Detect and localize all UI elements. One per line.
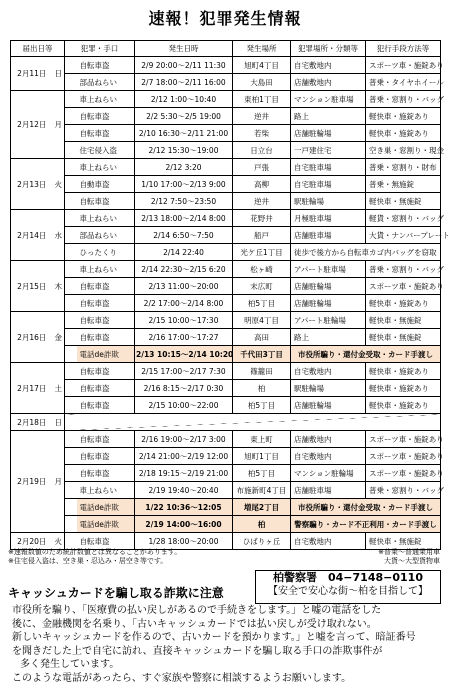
spacer-cell (65, 125, 77, 142)
table-row (11, 295, 441, 312)
crime-type: 車上ねらい (77, 482, 135, 499)
method-detail: 空き巣・窓割り・現金 (366, 142, 441, 159)
occurrence-place: 布施新町4丁目 (233, 482, 291, 499)
location-category: アパート駐輪場 (291, 312, 366, 329)
occurrence-place: 戸張 (233, 159, 291, 176)
table-row (11, 227, 441, 244)
occurrence-datetime: 2/12 1:00〜10:40 (135, 91, 233, 108)
header-method: 犯行手段方法等 (366, 41, 441, 57)
header-category: 犯罪場所・分類等 (291, 41, 366, 57)
spacer-cell (65, 176, 77, 193)
occurrence-place: 旭町1丁目 (233, 448, 291, 465)
crime-type: 電話de詐欺 (77, 516, 135, 533)
occurrence-datetime: 1/28 18:00〜20:00 (135, 533, 233, 550)
table-row (11, 244, 441, 261)
occurrence-place: 柏5丁目 (233, 295, 291, 312)
crime-type: 自転車盗 (77, 363, 135, 380)
crime-type: 自転車盗 (77, 533, 135, 550)
table-row (11, 312, 441, 329)
method-detail: スポーツ車・施錠あり (366, 278, 441, 295)
spacer-cell (65, 448, 77, 465)
occurrence-datetime: 2/14 21:00〜2/19 12:00 (135, 448, 233, 465)
table-row (11, 125, 441, 142)
occurrence-datetime: 2/7 18:00〜2/11 16:00 (135, 74, 233, 91)
location-category: 店舗敷地内 (291, 74, 366, 91)
body-line: 新しいキャッシュカードを作るので、古いカードを預かります。」と嘘を言って、暗証番号 (12, 632, 416, 643)
method-detail: スポーツ車・施錠あり (366, 431, 441, 448)
occurrence-datetime: 2/13 18:00〜2/14 8:00 (135, 210, 233, 227)
occurrence-place: 若柴 (233, 125, 291, 142)
method-detail: 普乗・窓割り・バッグ (366, 482, 441, 499)
occurrence-place: 柏5丁目 (233, 465, 291, 482)
spacer-cell (65, 363, 77, 380)
occurrence-datetime: 2/15 10:00〜22:00 (135, 397, 233, 414)
method-detail: 大貨・ナンバープレート (366, 227, 441, 244)
crime-type: 電話de詐欺 (77, 346, 135, 363)
occurrence-place: 柏5丁目 (233, 397, 291, 414)
method-detail: スポーツ車・施錠あり (366, 57, 441, 74)
spacer-cell (65, 312, 77, 329)
occurrence-place: 柏 (233, 380, 291, 397)
occurrence-place: 篠籠田 (233, 363, 291, 380)
location-category: 自宅敷地内 (291, 363, 366, 380)
occurrence-datetime: 2/19 14:00〜16:00 (135, 516, 233, 533)
spacer-cell (65, 193, 77, 210)
spacer-cell (65, 108, 77, 125)
fraud-method: 市役所騙り・還付金受取・カード手渡し (291, 346, 441, 363)
crime-type: 部品ねらい (77, 227, 135, 244)
method-detail: 徒歩で後方から自転車カゴ内バッグを窃取 (291, 244, 441, 261)
footnote: ※住宅侵入盗は、空き巣・忍込み・居空き等です。 (8, 557, 168, 565)
table-row (11, 499, 441, 516)
occurrence-place: 逆井 (233, 108, 291, 125)
occurrence-datetime: 2/2 5:30〜2/5 19:00 (135, 108, 233, 125)
occurrence-datetime: 2/19 19:40〜20:40 (135, 482, 233, 499)
occurrence-place: 高田 (233, 329, 291, 346)
location-category: 自宅敷地内 (291, 448, 366, 465)
spacer-cell (65, 329, 77, 346)
crime-type: 住宅侵入盗 (77, 142, 135, 159)
occurrence-datetime: 2/16 17:00〜17:27 (135, 329, 233, 346)
crime-type: 自転車盗 (77, 380, 135, 397)
spacer-cell (65, 210, 77, 227)
spacer-cell (65, 397, 77, 414)
occurrence-place: 柏 (233, 516, 291, 533)
crime-type: 自転車盗 (77, 278, 135, 295)
empty-row (65, 414, 441, 431)
location-category: 自宅駐車場 (291, 176, 366, 193)
spacer-cell (65, 482, 77, 499)
location-category: 自宅駐車場 (291, 159, 366, 176)
occurrence-place: 日立台 (233, 142, 291, 159)
crime-type: ひったくり (77, 244, 135, 261)
occurrence-place: 旭町4丁目 (233, 57, 291, 74)
spacer-cell (65, 227, 77, 244)
fraud-method: 警察騙り・カード不正利用・カード手渡し (291, 516, 441, 533)
crime-table (10, 40, 450, 550)
crime-type: 自転車盗 (77, 295, 135, 312)
table-row (11, 91, 441, 108)
occurrence-datetime: 2/12 7:50〜23:50 (135, 193, 233, 210)
table-row (11, 159, 441, 176)
table-row (11, 176, 441, 193)
method-detail: 普乗・無施錠 (366, 176, 441, 193)
table-row (11, 261, 441, 278)
crime-type: 車上ねらい (77, 210, 135, 227)
occurrence-datetime: 2/16 19:00〜2/17 3:00 (135, 431, 233, 448)
method-detail: 普乗・窓割り・バッグ (366, 261, 441, 278)
occurrence-place: 明原4丁目 (233, 312, 291, 329)
method-detail: 軽快車・施錠あり (366, 363, 441, 380)
spacer-cell (65, 278, 77, 295)
method-detail: スポーツ車・施錠あり (366, 465, 441, 482)
crime-type: 自転車盗 (77, 57, 135, 74)
occurrence-datetime: 2/14 22:30〜2/15 6:20 (135, 261, 233, 278)
occurrence-datetime: 2/13 10:15〜2/14 10:20 (135, 346, 233, 363)
abbrev-note: ※普乗〜普通乗用車 (378, 548, 440, 556)
footnotes (8, 548, 181, 566)
table-row (11, 414, 441, 431)
report-weekday: 木 (53, 261, 65, 312)
table-row (11, 329, 441, 346)
method-detail: 軽快車・施錠あり (366, 295, 441, 312)
crime-type: 自転車盗 (77, 465, 135, 482)
occurrence-datetime: 2/9 20:00〜2/11 11:30 (135, 57, 233, 74)
occurrence-place: 東上町 (233, 431, 291, 448)
method-detail: 軽快車・施錠あり (366, 380, 441, 397)
occurrence-datetime: 2/15 10:00〜17:30 (135, 312, 233, 329)
crime-type: 自転車盗 (77, 125, 135, 142)
crime-type: 自転車盗 (77, 397, 135, 414)
occurrence-place: 光ケ丘1丁目 (233, 244, 291, 261)
abbrev-note: 大貨〜大型貨物車 (384, 557, 440, 565)
occurrence-datetime: 2/12 3:20 (135, 159, 233, 176)
footnote: ※速報数値のため統計数値とは異なることがあります。 (8, 548, 182, 556)
warning-heading: キャッシュカードを騙し取る詐欺に注意 (8, 586, 224, 600)
location-category: 店舗駐輪場 (291, 295, 366, 312)
table-row (11, 363, 441, 380)
table-row (11, 516, 441, 533)
spacer-cell (65, 261, 77, 278)
table-row (11, 278, 441, 295)
body-line: このような電話があったら、すぐ家族や警察に相談するようお願いします。 (12, 672, 352, 684)
spacer-cell (65, 380, 77, 397)
location-category: 店舗駐輪場 (291, 397, 366, 414)
location-category: 店舗駐輪場 (291, 125, 366, 142)
location-category: 自宅敷地内 (291, 57, 366, 74)
location-category: 駅駐輪場 (291, 193, 366, 210)
method-detail: 軽快車・無施錠 (366, 312, 441, 329)
occurrence-place: 東柏1丁目 (233, 91, 291, 108)
method-detail: 軽貨・窓割り・バッグ (366, 210, 441, 227)
crime-type: 自転車盗 (77, 193, 135, 210)
spacer-cell (65, 516, 77, 533)
spacer-cell (65, 533, 77, 550)
occurrence-place: 大島田 (233, 74, 291, 91)
report-date: 2月16日 (11, 312, 53, 363)
method-detail: スポーツ車・施錠あり (366, 448, 441, 465)
spacer-cell (65, 465, 77, 482)
report-date: 2月17日 (11, 363, 53, 414)
police-contact-box (255, 570, 441, 604)
spacer-cell (65, 142, 77, 159)
table-row (11, 346, 441, 363)
abbrev-notes (378, 548, 440, 566)
crime-type: 車上ねらい (77, 91, 135, 108)
location-category: 自宅敷地内 (291, 533, 366, 550)
location-category: 店舗敷地内 (291, 431, 366, 448)
method-detail: 普乗・窓割り・財布 (366, 159, 441, 176)
report-date: 2月20日 (11, 533, 53, 550)
spacer-cell (65, 91, 77, 108)
occurrence-place: 逆井 (233, 193, 291, 210)
report-weekday: 日 (53, 414, 65, 431)
method-detail: 軽快車・無施錠 (366, 533, 441, 550)
crime-type: 電話de詐欺 (77, 499, 135, 516)
occurrence-place: 高柳 (233, 176, 291, 193)
location-category: 路上 (291, 108, 366, 125)
method-detail: 普乗・窓割り・バッグ (366, 91, 441, 108)
occurrence-datetime: 2/13 11:00〜20:00 (135, 278, 233, 295)
table-row (11, 448, 441, 465)
crime-type: 自転車盗 (77, 108, 135, 125)
report-date: 2月14日 (11, 210, 53, 261)
location-category: 駅駐輪場 (291, 380, 366, 397)
table-row (11, 465, 441, 482)
table-row (11, 431, 441, 448)
occurrence-datetime: 2/15 17:00〜2/17 7:30 (135, 363, 233, 380)
occurrence-place: 花野井 (233, 210, 291, 227)
police-phone: 柏警察署 04−7148−0110 (273, 571, 423, 584)
occurrence-datetime: 2/2 17:00〜2/14 8:00 (135, 295, 233, 312)
spacer-cell (65, 295, 77, 312)
crime-type: 自転車盗 (77, 329, 135, 346)
table-row (11, 193, 441, 210)
table-row (11, 533, 441, 550)
police-slogan: 【安全で安心な街〜柏を目指して】 (268, 586, 428, 597)
report-weekday: 火 (53, 159, 65, 210)
occurrence-place: 増尾2丁目 (233, 499, 291, 516)
occurrence-datetime: 1/22 10:36〜12:05 (135, 499, 233, 516)
header-datetime: 発生日時 (135, 41, 233, 57)
occurrence-datetime: 2/14 6:50〜7:50 (135, 227, 233, 244)
report-date: 2月15日 (11, 261, 53, 312)
spacer-cell (65, 431, 77, 448)
table-header-row (11, 41, 441, 57)
table-row (11, 57, 441, 74)
report-date: 2月18日 (11, 414, 53, 431)
report-weekday: 月 (53, 431, 65, 533)
occurrence-datetime: 2/14 22:40 (135, 244, 233, 261)
occurrence-place: 千代田3丁目 (233, 346, 291, 363)
occurrence-place: 末広町 (233, 278, 291, 295)
spacer-cell (65, 499, 77, 516)
report-weekday: 土 (53, 363, 65, 414)
table-row (11, 482, 441, 499)
table-row (11, 380, 441, 397)
spacer-cell (65, 159, 77, 176)
spacer-cell (65, 57, 77, 74)
table-row (11, 74, 441, 91)
crime-type: 車上ねらい (77, 159, 135, 176)
occurrence-place: 松ヶ崎 (233, 261, 291, 278)
warning-body (12, 604, 442, 685)
table-row (11, 210, 441, 227)
location-category: アパート駐車場 (291, 261, 366, 278)
crime-type: 自動車盗 (77, 176, 135, 193)
header-date: 届出日等 (11, 41, 65, 57)
header-crime: 犯罪・手口 (65, 41, 135, 57)
occurrence-datetime: 2/10 16:30〜2/11 21:00 (135, 125, 233, 142)
occurrence-datetime: 1/10 17:00〜2/13 9:00 (135, 176, 233, 193)
method-detail: 軽快車・施錠あり (366, 108, 441, 125)
fraud-method: 市役所騙り・還付金受取・カード手渡し (291, 499, 441, 516)
crime-type: 自転車盗 (77, 312, 135, 329)
occurrence-place: 船戸 (233, 227, 291, 244)
method-detail: 普乗・タイヤホイール (366, 74, 441, 91)
table-row (11, 397, 441, 414)
spacer-cell (65, 74, 77, 91)
occurrence-datetime: 2/12 15:30〜19:00 (135, 142, 233, 159)
crime-type: 車上ねらい (77, 261, 135, 278)
method-detail: 軽快車・施錠あり (366, 397, 441, 414)
body-line: を聞きだした上で自宅に訪れ、直接キャッシュカードを騙し取る手口の詐欺事件が (12, 645, 383, 657)
location-category: 店舗駐車場 (291, 227, 366, 244)
table-row (11, 142, 441, 159)
report-weekday: 日 (53, 57, 65, 91)
crime-type: 自転車盗 (77, 448, 135, 465)
location-category: 店舗駐車場 (291, 482, 366, 499)
body-line: 市役所を騙り、「医療費の払い戻しがあるので手続きをします。」と嘘の電話をした (12, 605, 382, 616)
table-row (11, 108, 441, 125)
report-date: 2月12日 (11, 91, 53, 159)
page-title: 速報！犯罪発生情報 (148, 9, 302, 28)
report-date: 2月11日 (11, 57, 53, 91)
location-category: 月極駐車場 (291, 210, 366, 227)
location-category: 一戸建住宅 (291, 142, 366, 159)
report-date: 2月13日 (11, 159, 53, 210)
occurrence-place: ひばりヶ丘 (233, 533, 291, 550)
occurrence-datetime: 2/18 19:15〜2/19 21:00 (135, 465, 233, 482)
report-weekday: 月 (53, 91, 65, 159)
occurrence-datetime: 2/16 8:15〜2/17 0:30 (135, 380, 233, 397)
method-detail: 軽快車・無施錠 (366, 193, 441, 210)
report-weekday: 金 (53, 312, 65, 363)
header-place: 発生場所 (233, 41, 291, 57)
body-line: 後に、金融機関を名乗り、「古いキャッシュカードでは払い戻しが受け取れない。 (12, 618, 377, 630)
location-category: マンション駐車場 (291, 91, 366, 108)
report-date: 2月19日 (11, 431, 53, 533)
crime-type: 部品ねらい (77, 74, 135, 91)
crime-type: 自転車盗 (77, 431, 135, 448)
report-weekday: 火 (53, 533, 65, 550)
location-category: 路上 (291, 329, 366, 346)
report-weekday: 水 (53, 210, 65, 261)
spacer-cell (65, 244, 77, 261)
location-category: マンション駐輪場 (291, 465, 366, 482)
method-detail: 軽快車・無施錠 (366, 329, 441, 346)
spacer-cell (65, 346, 77, 363)
location-category: 店舗駐輪場 (291, 278, 366, 295)
method-detail: 軽快車・施錠あり (366, 125, 441, 142)
body-line: 多く発生しています。 (20, 659, 120, 670)
